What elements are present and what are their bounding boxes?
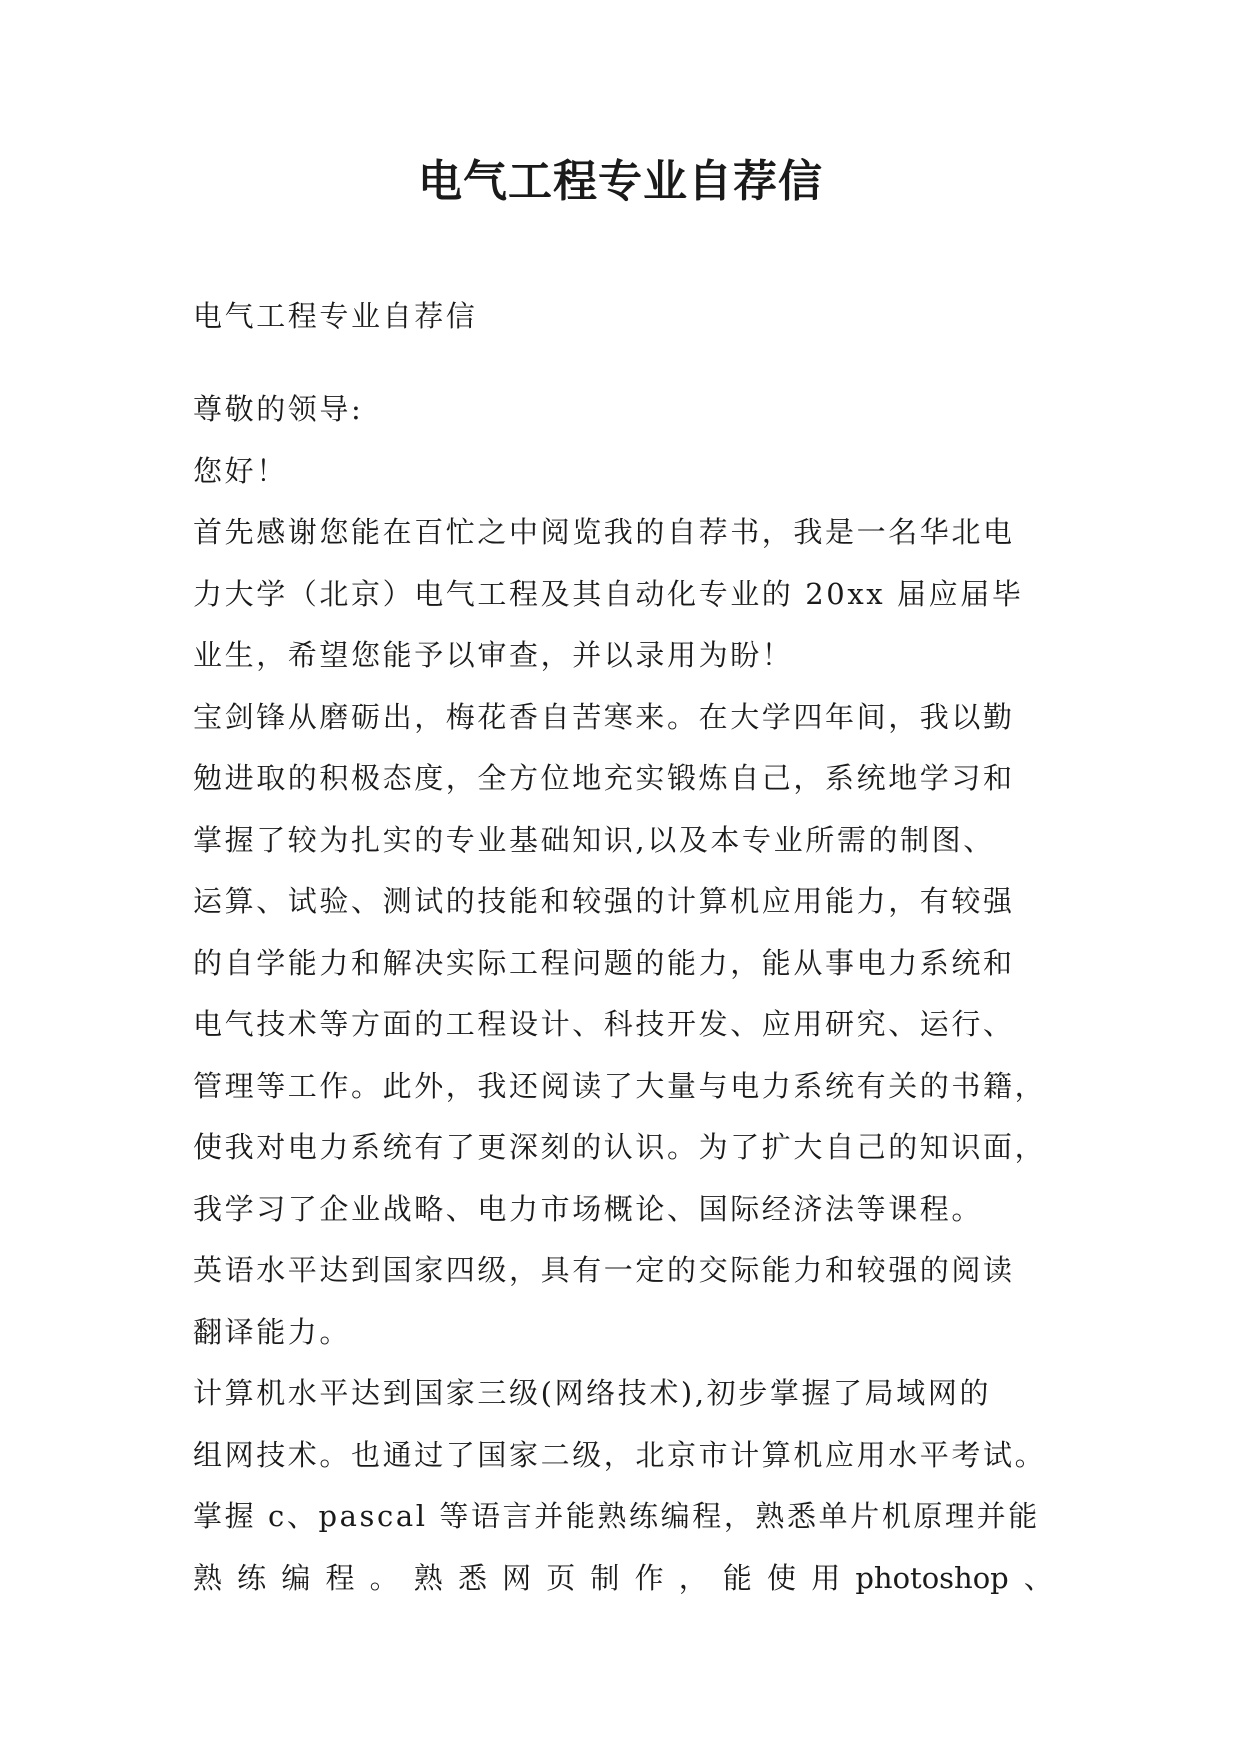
body-line: 电气技术等方面的工程设计、科技开发、应用研究、运行、 [193,1007,1015,1041]
word: 能 [722,1560,752,1595]
body-line: 宝剑锋从磨砺出，梅花香自苦寒来。在大学四年间，我以勤 [193,699,1015,734]
word: 练 [237,1560,267,1595]
body-line: 组网技术。也通过了国家二级，北京市计算机应用水平考试。 [193,1437,1047,1472]
document-title: 电气工程专业自荐信 [418,156,823,207]
word: 熟 [193,1560,223,1595]
body-line: 运算、试验、测试的技能和较强的计算机应用能力，有较强 [193,884,1015,918]
body-line: 业生，希望您能予以审查，并以录用为盼！ [193,638,794,672]
letter-body [193,379,1053,1609]
body-line: 掌握 c、pascal 等语言并能熟练编程，熟悉单片机原理并能 [193,1499,1040,1533]
body-line: 的自学能力和解决实际工程问题的能力，能从事电力系统和 [193,945,1015,980]
body-line: 管理等工作。此外，我还阅读了大量与电力系统有关的书籍， [193,1068,1047,1103]
body-line: 您好！ [193,453,288,488]
word: 制 [590,1560,620,1595]
word: 熟 [413,1560,443,1595]
body-line: 掌握了较为扎实的专业基础知识,以及本专业所需的制图、 [193,822,995,857]
word: 编 [281,1560,311,1595]
word: 作 [634,1560,664,1595]
word: 页 [546,1560,576,1595]
word: 、 [1023,1560,1053,1595]
word: 网 [502,1560,532,1595]
body-line-justified [193,1548,1053,1610]
body-line: 计算机水平达到国家三级(网络技术),初步掌握了局域网的 [193,1376,992,1410]
body-line: 首先感谢您能在百忙之中阅览我的自荐书，我是一名华北电 [193,515,1015,549]
body-line: 勉进取的积极态度，全方位地充实锻炼自己，系统地学习和 [193,761,1015,795]
word: 悉 [457,1560,487,1595]
word: ， [678,1560,708,1595]
body-line: 翻译能力。 [193,1314,352,1349]
word: photoshop [855,1560,1009,1595]
body-line: 英语水平达到国家四级，具有一定的交际能力和较强的阅读 [193,1253,1015,1287]
body-line: 尊敬的领导: [193,392,364,426]
document-subtitle: 电气工程专业自荐信 [193,299,478,333]
word: 用 [811,1560,841,1595]
body-line: 力大学（北京）电气工程及其自动化专业的 20xx 届应届毕 [193,576,1024,611]
word: 。 [369,1560,399,1595]
word: 使 [767,1560,797,1595]
body-line: 我学习了企业战略、电力市场概论、国际经济法等课程。 [193,1191,984,1226]
word: 程 [325,1560,355,1595]
body-line: 使我对电力系统有了更深刻的认识。为了扩大自己的知识面， [193,1130,1047,1164]
